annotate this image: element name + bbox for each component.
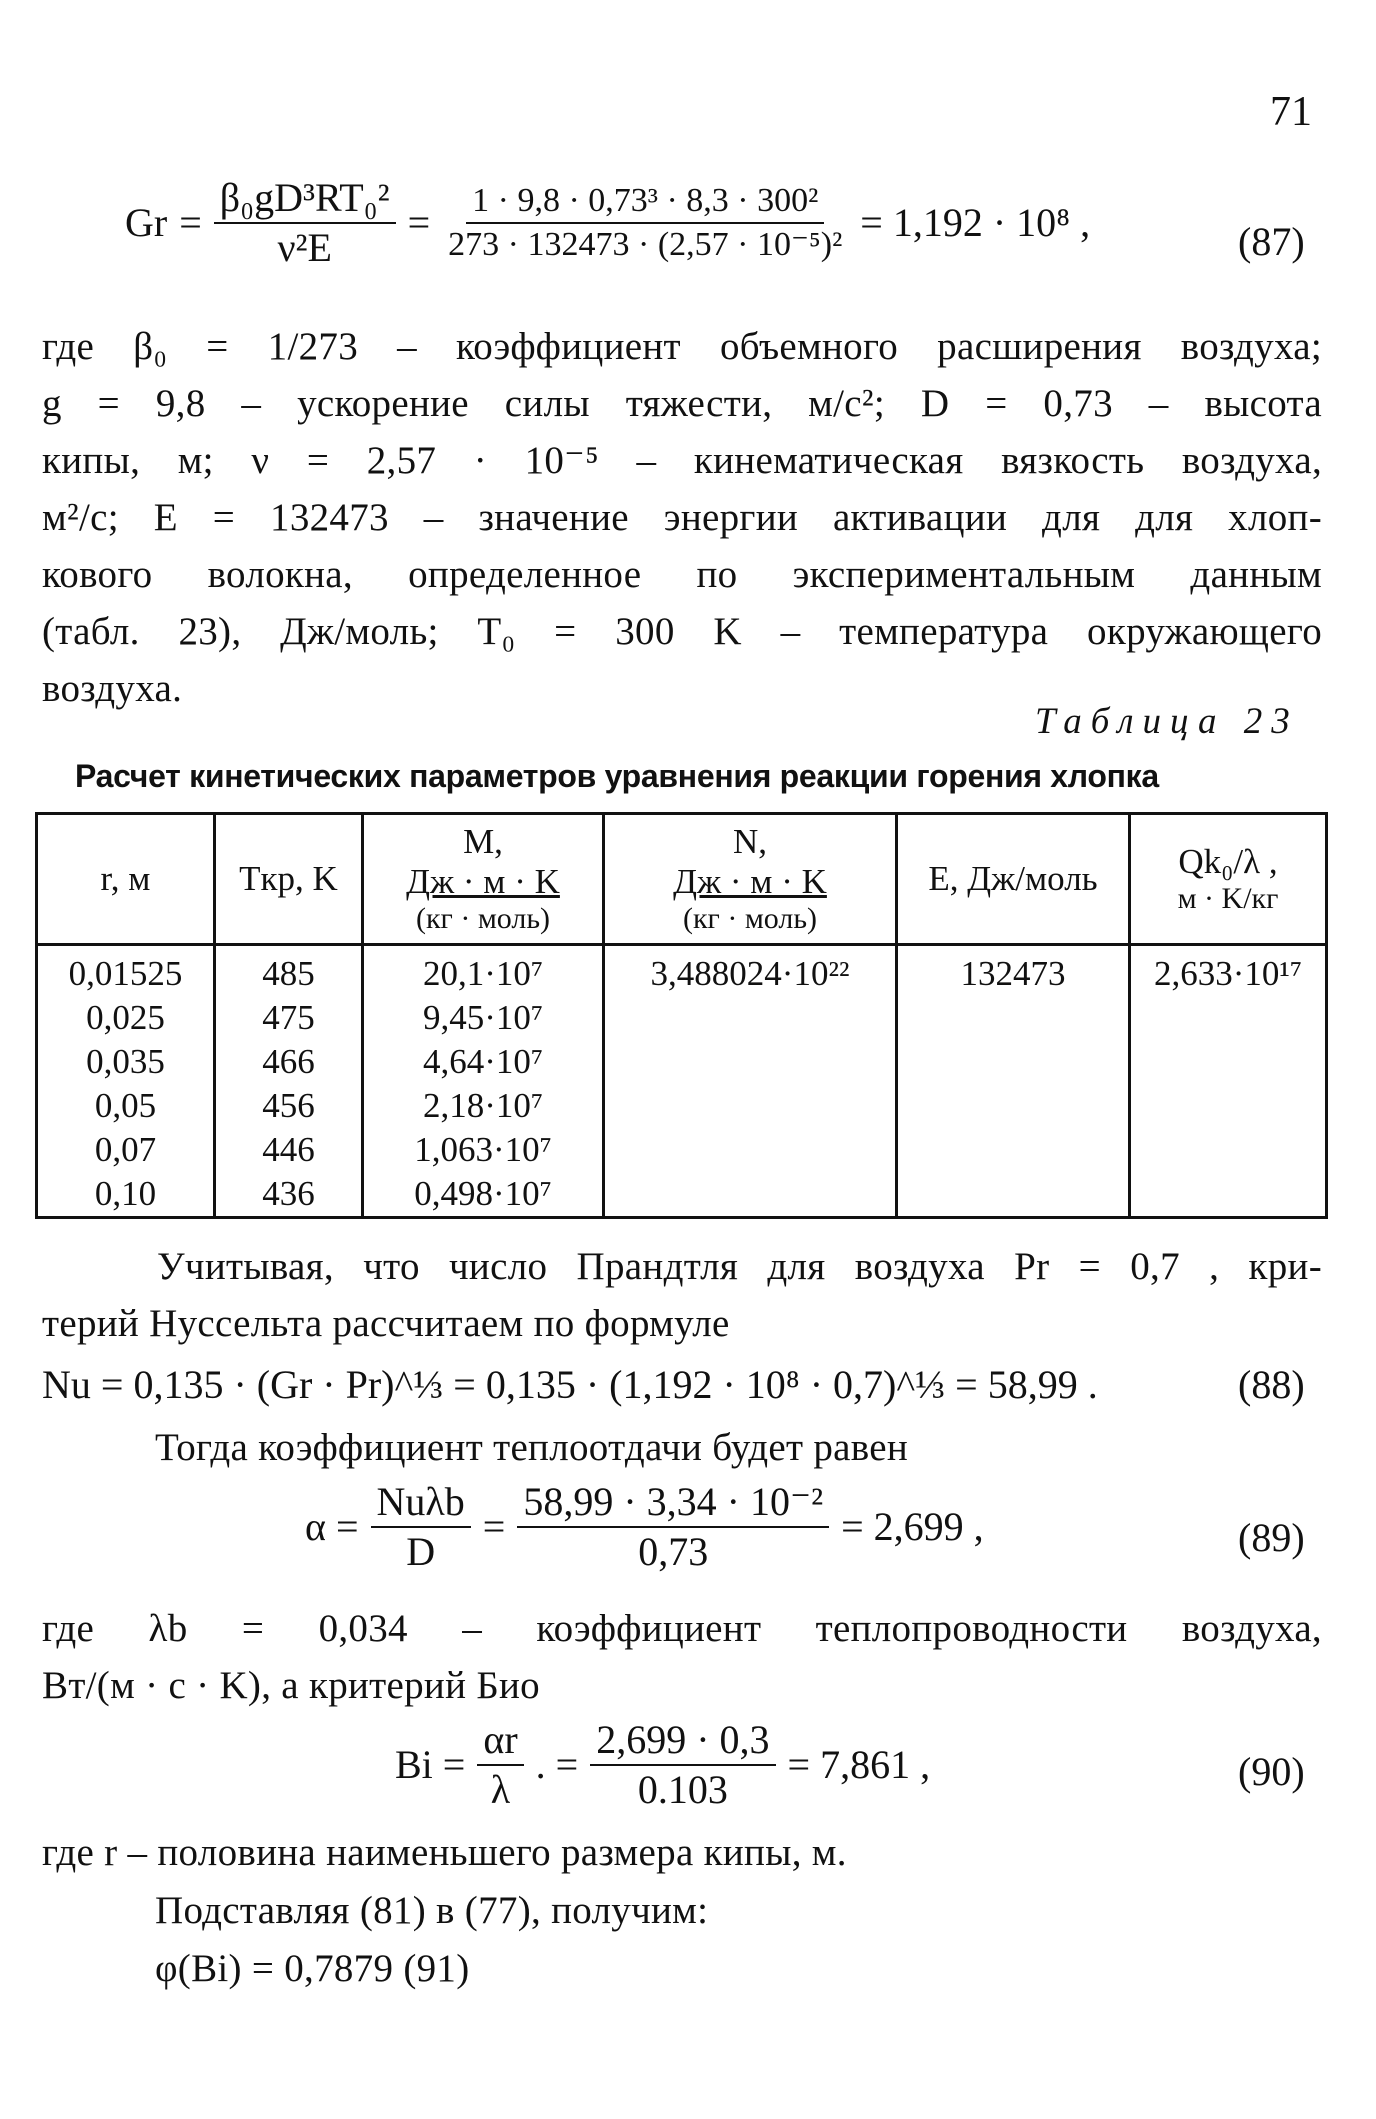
eq90-lhs: Bi = bbox=[395, 1742, 466, 1787]
column-e-value bbox=[897, 945, 1130, 1218]
eq87-fraction-1 bbox=[214, 175, 396, 270]
paragraph-1 bbox=[42, 318, 1322, 717]
header-n-denominator: (кг · моль) bbox=[682, 902, 818, 935]
data-table bbox=[35, 812, 1328, 1219]
equation-90: Bi = $\frac{\alpha r}{\lambda}$ . = $\frac{2,699 \cdot 0,3}{0.103}$ = 7,861 , bbox=[395, 1717, 931, 1812]
paragraph-6: Подставляя (81) в (77), получим: bbox=[155, 1889, 709, 1932]
header-q-bottom: м · K/кг bbox=[1177, 882, 1279, 915]
table-cell: 0,05 bbox=[94, 1086, 157, 1125]
eq89-frac1-denominator: D bbox=[406, 1529, 436, 1574]
equation-87: Gr = $\frac{\text{β₀gD³RT₀²}}{\text{ν²E}}$ = $\frac{\text{1 · 9,8 · 0,73³ · 8,3 · 300²}}{\text{273 · 132473 · (2,57 · 10⁻⁵)²}}$ = 1,192 · 10⁸ , bbox=[125, 175, 1091, 270]
table-cell: 0,025 bbox=[86, 998, 165, 1037]
eq90-frac1-denominator: λ bbox=[490, 1767, 511, 1812]
table-caption: Таблица 23 bbox=[1035, 701, 1299, 742]
table-cell: 0,01525 bbox=[68, 954, 183, 993]
eq87-result: = 1,192 · 10⁸ , bbox=[860, 200, 1091, 245]
paragraph-line: воздуха. bbox=[42, 667, 183, 710]
equation-89: α = $\frac{\text{Nuλb}}{D}$ = $\frac{\text{58,99 · 3,34 · 10⁻²}}{0,73}$ = 2,699 , bbox=[305, 1479, 984, 1574]
eq87-number: (87) bbox=[1238, 219, 1305, 264]
eq89-number: (89) bbox=[1238, 1515, 1305, 1560]
header-m-top: M, bbox=[463, 822, 503, 861]
paragraph-line: где β₀ = 1/273 – коэффициент объемного расширения воздуха; bbox=[42, 325, 1322, 368]
eq90-fraction-1 bbox=[477, 1717, 523, 1812]
paragraph-3: Тогда коэффициент теплоотдачи будет равен bbox=[155, 1426, 909, 1469]
table-cell: 466 bbox=[262, 1042, 315, 1081]
header-r: r, м bbox=[37, 814, 215, 945]
eq88-number: (88) bbox=[1238, 1362, 1305, 1407]
header-m-numerator: Дж · м · K bbox=[406, 862, 560, 901]
eq90-frac2-denominator: 0.103 bbox=[637, 1767, 728, 1812]
eq87-frac1-denominator: ν²E bbox=[277, 225, 332, 270]
eq87-lhs: Gr bbox=[125, 200, 168, 245]
paragraph-5: где r – половина наименьшего размера кипы, м. bbox=[42, 1831, 847, 1874]
table-title: Расчет кинетических параметров уравнения реакции горения хлопка bbox=[75, 758, 1159, 794]
table-cell: 4,64·10⁷ bbox=[422, 1042, 544, 1081]
eq89-lhs: α = bbox=[305, 1504, 359, 1549]
column-t-values bbox=[215, 945, 363, 1218]
eq90-frac2-numerator: 2,699 · 0,3 bbox=[590, 1720, 775, 1766]
eq90-fraction-2 bbox=[590, 1717, 775, 1812]
eq89-frac2-denominator: 0,73 bbox=[638, 1529, 709, 1574]
eq90-number: (90) bbox=[1238, 1749, 1305, 1794]
eq90-result: = 7,861 , bbox=[787, 1742, 931, 1787]
column-n-value bbox=[604, 945, 897, 1218]
paragraph-line: м²/с; E = 132473 – значение энергии активации для для хлоп- bbox=[42, 496, 1322, 539]
table-cell: 2,18·10⁷ bbox=[422, 1086, 544, 1125]
paragraph-line: Вт/(м · с · K), а критерий Био bbox=[42, 1664, 540, 1707]
table-cell: 20,1·10⁷ bbox=[422, 954, 544, 993]
header-m-denominator: (кг · моль) bbox=[415, 902, 551, 935]
column-r-values bbox=[37, 945, 215, 1218]
table-cell: 1,063·10⁷ bbox=[414, 1130, 552, 1169]
eq90-frac1-numerator: αr bbox=[477, 1720, 523, 1766]
table-cell: 485 bbox=[262, 954, 315, 993]
eq89-result: = 2,699 , bbox=[841, 1504, 984, 1549]
header-n-numerator: Дж · м · K bbox=[673, 862, 827, 901]
page-number: 71 bbox=[1270, 89, 1312, 135]
table-cell: 436 bbox=[262, 1174, 315, 1213]
table-cell: 475 bbox=[262, 998, 315, 1037]
eq89-fraction-1 bbox=[371, 1479, 471, 1574]
table-cell: 0,035 bbox=[86, 1042, 165, 1081]
eq87-frac2-numerator: 1 · 9,8 · 0,73³ · 8,3 · 300² bbox=[466, 184, 824, 224]
column-q-value bbox=[1130, 945, 1327, 1218]
header-q-top: Qk₀/λ , bbox=[1178, 842, 1278, 881]
table-cell: 2,633·10¹⁷ bbox=[1153, 954, 1303, 993]
table-cell: 9,45·10⁷ bbox=[422, 998, 544, 1037]
paragraph-line: кового волокна, определенное по экспериментальным данным bbox=[42, 553, 1322, 596]
paragraph-2 bbox=[42, 1238, 1322, 1352]
eq87-fraction-2 bbox=[442, 184, 848, 262]
eq89-fraction-2 bbox=[517, 1479, 829, 1574]
table-cell: 456 bbox=[262, 1086, 315, 1125]
eq89-frac2-numerator: 58,99 · 3,34 · 10⁻² bbox=[517, 1482, 829, 1528]
paragraph-line: кипы, м; ν = 2,57 · 10⁻⁵ – кинематическая вязкость воздуха, bbox=[42, 439, 1322, 482]
eq89-frac1-numerator: Nuλb bbox=[371, 1482, 471, 1528]
table-header-row bbox=[37, 814, 1327, 945]
paragraph-line: терий Нуссельта рассчитаем по формуле bbox=[42, 1302, 730, 1345]
table-cell: 446 bbox=[262, 1130, 315, 1169]
header-n-top: N, bbox=[732, 822, 768, 861]
table-cell: 0,07 bbox=[94, 1130, 157, 1169]
paragraph-line: g = 9,8 – ускорение силы тяжести, м/с²; D = 0,73 – высота bbox=[42, 382, 1322, 425]
table-cell: 0,498·10⁷ bbox=[414, 1174, 552, 1213]
paragraph-4 bbox=[42, 1600, 1322, 1714]
paragraph-line: (табл. 23), Дж/моль; T₀ = 300 K – температура окружающего bbox=[42, 610, 1322, 653]
eq91-formula: φ(Bi) = 0,7879 (91) bbox=[155, 1947, 470, 1990]
header-q bbox=[1130, 814, 1327, 945]
paragraph-line: где λb = 0,034 – коэффициент теплопроводности воздуха, bbox=[42, 1607, 1322, 1650]
eq88-formula: Nu = 0,135 · (Gr · Pr)^⅓ = 0,135 · (1,192 · 10⁸ · 0,7)^⅓ = 58,99 . bbox=[42, 1362, 1098, 1407]
table-cell: 0,10 bbox=[94, 1174, 157, 1213]
eq87-frac1-numerator: β₀gD³RT₀² bbox=[214, 178, 396, 224]
header-n bbox=[604, 814, 897, 945]
table-cell: 3,488024·10²² bbox=[650, 954, 850, 993]
column-m-values bbox=[363, 945, 604, 1218]
table-cell: 132473 bbox=[960, 954, 1066, 993]
header-e: E, Дж/моль bbox=[897, 814, 1130, 945]
header-m bbox=[363, 814, 604, 945]
table-body-row bbox=[37, 945, 1327, 1218]
paragraph-line: Учитывая, что число Прандтля для воздуха Pr = 0,7 , кри- bbox=[157, 1245, 1322, 1288]
header-t: Tкр, K bbox=[215, 814, 363, 945]
eq87-frac2-denominator: 273 · 132473 · (2,57 · 10⁻⁵)² bbox=[448, 226, 843, 263]
